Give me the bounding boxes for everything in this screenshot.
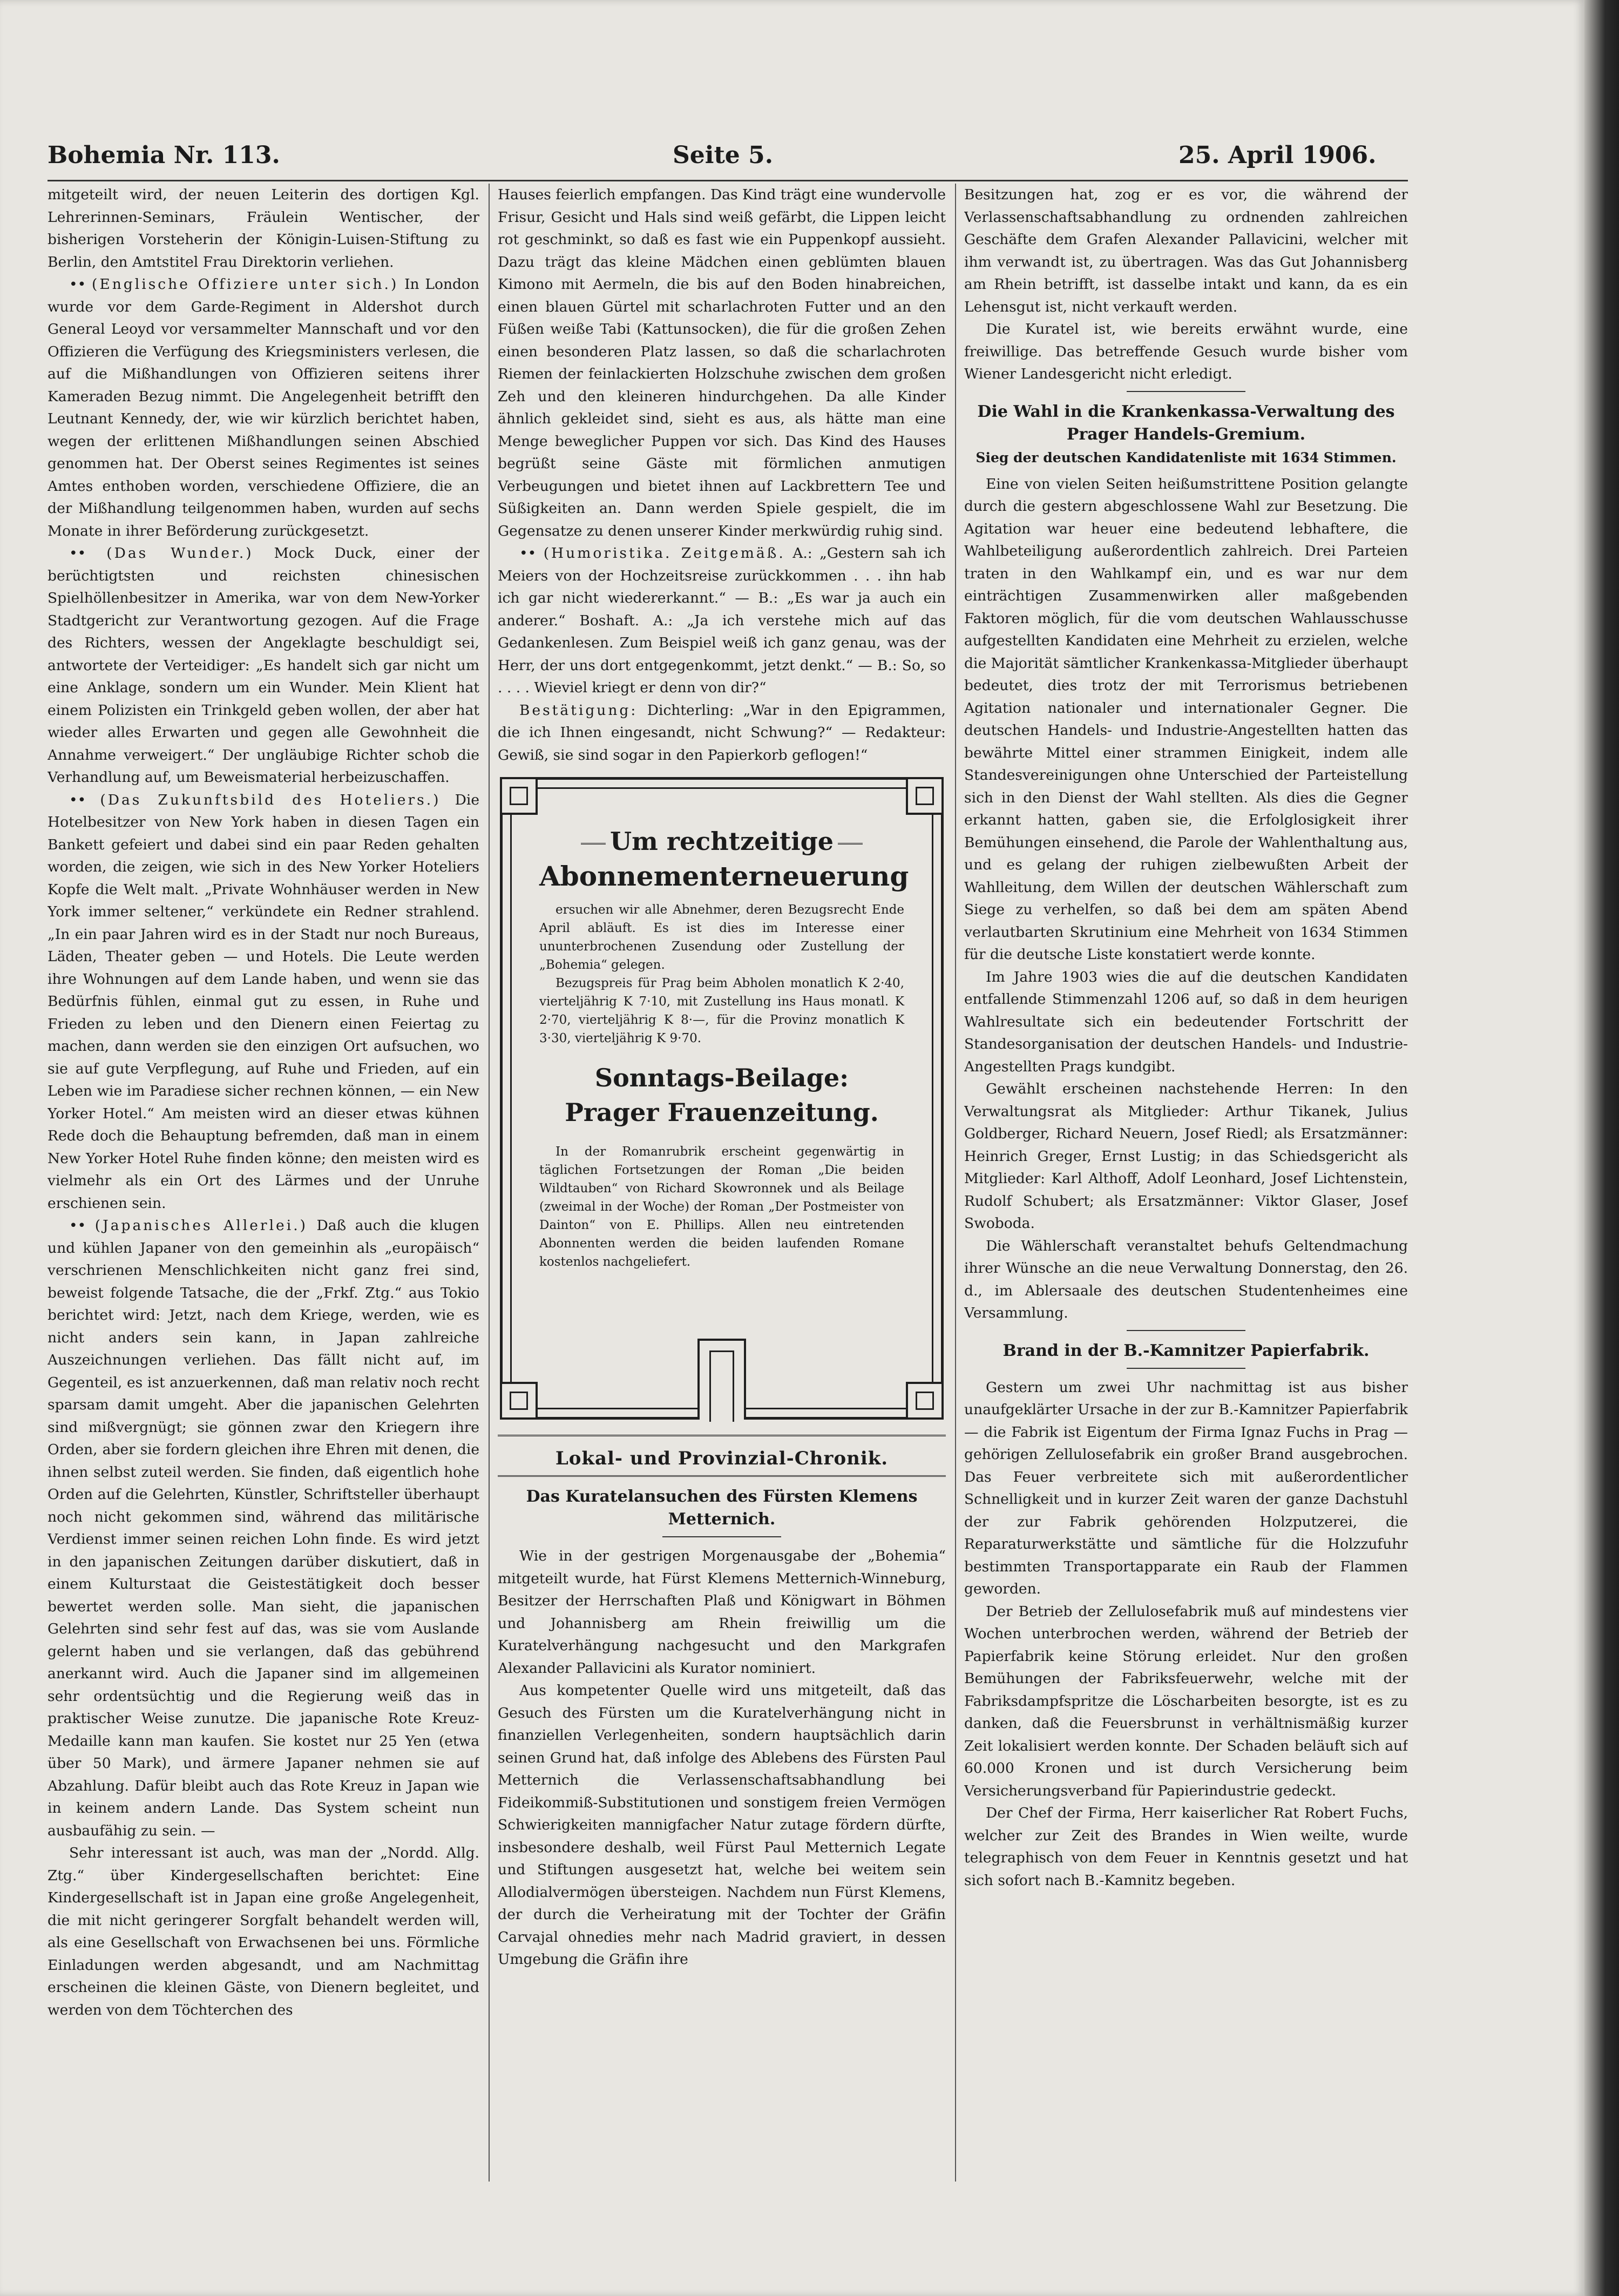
divider bbox=[498, 1475, 946, 1477]
page-number: Seite 5. bbox=[673, 141, 774, 169]
ornament-corner bbox=[500, 1382, 538, 1420]
article-headline: Das Kuratelansuchen des Fürsten Klemens Metternich. bbox=[526, 1487, 918, 1529]
news-item: •• (Humoristika. Zeitgemäß. A.: „Gestern sah ich Meiers von der Hochzeitsreise zurückkommen . . . ihn hab ich gar nicht wiedererkannt.“ — B.: „Es war ja auch ein anderer.“ Boshaft. A.: „Ja ich verstehe mich auf das Gedankenlesen. Zum Beispiel weiß ich ganz genau, was der Herr, der uns dort entgegenkommt, jetzt denkt.“ — B.: So, so . . . . Wieviel kriegt er denn von dir?“ bbox=[498, 545, 946, 696]
ad-content bbox=[539, 825, 909, 1271]
news-item-title: Bestätigung: bbox=[519, 701, 638, 719]
paragraph: Der Chef der Firma, Herr kaiserlicher Rat Robert Fuchs, welcher zur Zeit des Brandes in Wien weilte, wurde telegraphisch von dem Feuer in Kenntnis gesetzt und hat sich sofort nach B.-Kamnitz begeben. bbox=[964, 1805, 1408, 1889]
paragraph: Im Jahre 1903 wies die auf die deutschen Kandidaten entfallende Stimmenzahl 1206 auf, so daß in dem heurigen Wahlresultate sich ein bedeutender Fortschritt der Standesorganisation der deutschen Handels- und Industrie-Angestellten Prags kundgibt. bbox=[964, 968, 1408, 1075]
news-item-title: (Englische Offiziere unter sich.) bbox=[92, 276, 399, 293]
paragraph: Sehr interessant ist auch, was man der „Nordd. Allg. Ztg.“ über Kindergesellschaften berichtet: Eine Kindergesellschaft ist in Japan eine große Angelegenheit, die mit nicht geringerer Sorgfalt behandelt werden will, als eine Gesellschaft von Erwachsenen bei uns. Förmliche Einladungen werden abgesandt, und am Nachmittag erscheinen die kleinen Gäste, von Dienern begleitet, und werden von dem Töchterchen des bbox=[48, 1845, 479, 2018]
news-item: •• (Japanisches Allerlei.) Daß auch die klugen und kühlen Japaner von den gemeinhin als „europäisch“ verschrienen Menschlichkeiten nicht ganz frei sind, beweist folgende Tatsache, die der „Frkf. Ztg.“ aus Tokio berichtet wird: Jetzt, nach dem Kriege, werden, wie es nicht anders sein kann, in Japan zahlreiche Auszeichnungen verliehen. Das fällt nicht auf, im Gegenteil, es ist anzuerkennen, daß man relativ noch recht sparsam damit umgeht. Aber die japanischen Gelehrten sind mißvergnügt; sie gönnen zwar den Kriegern ihre Orden, aber sie fordern gleichen ihre Ehren mit denen, die ihnen selbst zuteil werden. Sie finden, daß eigentlich hohe Orden auf die Gelehrten, Künstler, Schriftsteller überhaupt noch nicht gekommen sind, während das militärische Verdienst immer seinen reichen Lohn finde. Es wird jetzt in den japanischen Zeitungen darüber diskutiert, daß in einem Kulturstaat die Geistestätigkeit doch besser bewertet werden solle. Man sieht, die japanischen Gelehrten sind sehr fest auf das, was sie vom Auslande gelernt haben und sie verlangen, daß das gebührend anerkannt wird. Auch die Japaner sind im allgemeinen sehr ordentsüchtig und die Regierung weiß das in praktischer Weise zunutze. Die japanische Rote Kreuz-Medaille kann man kaufen. Sie kostet nur 25 Yen (etwa über 50 Mark), und ärmere Japaner nehmen sie auf Abzahlung. Dafür bleibt auch das Rote Kreuz in Japan wie in keinem andern Lande. Das System scheint nun ausbaufähig zu sein. — bbox=[48, 1217, 479, 1839]
paragraph: Gestern um zwei Uhr nachmittag ist aus bisher unaufgeklärter Ursache in der zur B.-Kamnitzer Papierfabrik — die Fabrik ist Eigentum der Firma Ignaz Fuchs in Prag — gehörigen Zellulosefabrik ein großer Brand ausgebrochen. Das Feuer verbreitete sich mit außerordentlicher Schnelligkeit und in kurzer Zeit waren der ganze Dachstuhl der zur Fabrik gehörenden Holzputzerei, die Reparaturwerkstätte und sämtliche für die Holzzufuhr bestimmten Transportapparate ein Raub der Flammen geworden. bbox=[964, 1379, 1408, 1597]
news-item-title: (Das Wunder.) bbox=[106, 545, 254, 562]
ad-text: In der Romanrubrik erscheint gegenwärtig in täglichen Fortsetzungen der Roman „Die beiden Wildtauben“ von Richard Skowronnek und als Beilage (zweimal in der Woche) der Roman „Der Postmeister von Dainton“ von E. Phillips. Allen neu eintretenden Abonnenten werden die beiden laufenden Romane kostenlos nachgeliefert. bbox=[539, 1145, 904, 1269]
ornament-corner bbox=[500, 777, 538, 815]
ad-text: ersuchen wir alle Abnehmer, deren Bezugsrecht Ende April abläuft. Es ist dies im Interesse einer ununterbrochenen Zusendung oder Zustellung der „Bohemia“ gelegen. bbox=[539, 903, 904, 972]
ad-heading: Abonnementerneuerung bbox=[539, 860, 909, 892]
ad-prices: Bezugspreis für Prag beim Abholen monatlich K 2·40, vierteljährig K 7·10, mit Zustellung ins Haus monatl. K 2·70, vierteljährig K 8·—, für die Provinz monatlich K 3·30, vierteljährig K 9·70. bbox=[539, 976, 904, 1045]
header-rule bbox=[48, 180, 1408, 181]
paragraph: Eine von vielen Seiten heißumstrittene Position gelangte durch die gestern abgeschlossene Wahl zur Besetzung. Die Agitation war heuer eine bedeutend lebhaftere, die Wahlbeteiligung außerordentlich zahlreich. Drei Parteien traten in den Wahlkampf ein, und es war nur dem einträchtigen Zusammenwirken aller maßgebenden Faktoren möglich, für die vom deutschen Wahlausschusse aufgestellten Kandidaten eine Mehrheit zu erzielen, welche die Majorität sämtlicher Krankenkassa-Mitglieder überhaupt bedeutet, dies trotz der mit Terrorismus betriebenen Agitation nationaler und internationaler Gegner. Die deutschen Handels- und Industrie-Angestellten hatten das bewährte Mittel einer strammen Einigkeit, indem alle Standesvereinigungen ohne Unterschied der Parteistellung sich in den Dienst der Wahl stellten. Als dies die Gegner erkannt hatten, gaben sie, die Erfolglosigkeit ihrer Bemühungen einsehend, die Parole der Wahlenthaltung aus, und es gelang der ruhigen zielbewußten Arbeit der Wahlleitung, dem Willen der deutschen Wählerschaft zum Siege zu verhelfen, so daß bei dem am späten Abend verlautbarten Skrutinium eine Mehrheit von 1634 Stimmen für die deutsche Liste konstatiert werde konnte. bbox=[964, 475, 1408, 963]
article-subheadline: Sieg der deutschen Kandidatenliste mit 1634 Stimmen. bbox=[976, 449, 1397, 465]
divider bbox=[1127, 1330, 1245, 1331]
newspaper-issue: Bohemia Nr. 113. bbox=[48, 141, 280, 169]
paragraph: mitgeteilt wird, der neuen Leiterin des dortigen Kgl. Lehrerinnen-Seminars, Fräulein Wentischer, der bisherigen Vorsteherin der Königin-Luisen-Stiftung zu Berlin, den Amtstitel Frau Direktorin verliehen. bbox=[48, 186, 479, 271]
paragraph: Wie in der gestrigen Morgenausgabe der „Bohemia“ mitgeteilt wurde, hat Fürst Klemens Metternich-Winneburg, Besitzer der Herrschaften Plaß und Königwart in Böhmen und Johannisberg am Rhein freiwillig um die Kuratelverhängung nachgesucht und den Markgrafen Alexander Pallavicini als Kurator nominiert. bbox=[498, 1548, 946, 1677]
page-header bbox=[48, 141, 1408, 175]
column-divider bbox=[955, 184, 956, 2182]
issue-date: 25. April 1906. bbox=[1178, 141, 1377, 169]
subscription-advertisement bbox=[500, 777, 944, 1420]
news-item-text: Mock Duck, einer der berüchtigtsten und reichsten chinesischen Spielhöllenbesitzer in Amerika, war von dem New-Yorker Stadtgericht zur Verantwortung gezogen. Auf die Frage des Richters, wessen der Angeklagte beschuldigt sei, antwortete der Verteidiger: „Es handelt sich gar nicht um eine Anklage, sondern um ein Wunder. Mein Klient hat einem Polizisten ein Trinkgeld geben wollen, der aber hat wieder alles Erwarten und gegen alle Gewohnheit die Annahme verweigert.“ Der ungläubige Richter schob die Verhandlung auf, um Beweismaterial herbeizuschaffen. bbox=[48, 545, 479, 786]
paragraph: Besitzungen hat, zog er es vor, die während der Verlassenschaftsabhandlung zu ordnenden zahlreichen Geschäfte dem Grafen Alexander Pallavicini, welcher mit ihm verwandt ist, zu übertragen. Was das Gut Johannisberg am Rhein betrifft, ist dasselbe intakt und kann, da es ein Lehensgut ist, nicht verkauft werden. bbox=[964, 186, 1408, 315]
divider bbox=[498, 1435, 946, 1436]
ornament-bottom bbox=[697, 1339, 746, 1420]
ornament-corner bbox=[906, 1382, 944, 1420]
news-item-text: In London wurde vor dem Garde-Regiment in Aldershot durch General Leoyd vor versammelter Mannschaft und vor den Offizieren die Verfügung des Kriegsministers verlesen, die auf die Mißhandlungen von Offizieren seitens ihrer Kameraden Bezug nimmt. Die Angelegenheit betrifft den Leutnant Kennedy, der, wie wir kürzlich berichtet haben, wegen der erlittenen Mißhandlungen seinen Abschied genommen hat. Der Oberst seines Regimentes ist seines Amtes enthoben worden, verschiedene Offiziere, die an der Mißhandlung teilgenommen haben, wurden auf sechs Monate in ihrer Beförderung zurückgesetzt. bbox=[48, 276, 479, 539]
ad-heading: Prager Frauenzeitung. bbox=[565, 1098, 879, 1127]
column-right bbox=[964, 184, 1408, 2182]
divider bbox=[1127, 391, 1245, 392]
news-item-title: (Japanisches Allerlei.) bbox=[94, 1217, 308, 1234]
news-item: •• (Das Zukunftsbild des Hoteliers.) Die Hotelbesitzer von New York haben in diesen Tagen ein Bankett gefeiert und dabei sind ein paar Reden gehalten worden, die zeigen, wie sich in des New Yorker Hoteliers Kopfe die Welt malt. „Private Wohnhäuser werden in New York immer seltener,“ verkündete ein Redner strahlend. „In ein paar Jahren wird es in der Stadt nur noch Bureaus, Läden, Theater geben — und Hotels. Die Leute werden ihre Wohnungen auf dem Lande haben, und wenn sie das Bedürfnis fühlen, einmal gut zu essen, in Ruhe und Frieden zu leben und den Dienern einen Feiertag zu machen, dann werden sie den einzigen Ort aufsuchen, wo sie auf gute Verpflegung, auf Ruhe und Frieden, auf ein Leben wie im Paradiese sicher rechnen können, — ein New Yorker Hotel.“ Am meisten wird an dieser etwas kühnen Rede doch die Behauptung befremden, daß man in einem New Yorker Hotel Ruhe finden könne; den meisten wird es vielmehr als ein Ort des Lärmes und der Unruhe erschienen sein. bbox=[48, 791, 479, 1212]
news-item bbox=[498, 699, 946, 767]
news-item: •• (Englische Offiziere unter sich.) In London wurde vor dem Garde-Regiment in Aldershot durch General Leoyd vor versammelter Mannschaft und vor den Offizieren die Verfügung des Kriegsministers verlesen, die auf die Mißhandlungen von Offizieren seitens ihrer Kameraden Bezug nimmt. Die Angelegenheit betrifft den Leutnant Kennedy, der, wie wir kürzlich berichtet haben, wegen der erlittenen Mißhandlungen seinen Abschied genommen hat. Der Oberst seines Regimentes ist seines Amtes enthoben worden, verschiedene Offiziere, die an der Mißhandlung teilgenommen haben, wurden auf sechs Monate in ihrer Beförderung zurückgesetzt. bbox=[48, 276, 479, 539]
column-divider bbox=[489, 184, 490, 2182]
news-item-title: (Humoristika. Zeitgemäß. bbox=[543, 545, 785, 562]
news-item-text: Die Hotelbesitzer von New York haben in diesen Tagen ein Bankett gefeiert und dabei sind ein paar Reden gehalten worden, die zeigen, wie sich in des New Yorker Hoteliers Kopfe die Welt malt. „Private Wohnhäuser werden in New York immer seltener,“ verkündete ein Redner strahlend. „In ein paar Jahren wird es in der Stadt nur noch Bureaus, Läden, Theater geben — und Hotels. Die Leute werden ihre Wohnungen auf dem Lande haben, und wenn sie das Bedürfnis fühlen, einmal gut zu essen, in Ruhe und Frieden zu leben und den Dienern einen Feiertag zu machen, dann werden sie den einzigen Ort aufsuchen, wo sie auf gute Verpflegung, auf Ruhe und Frieden, auf ein Leben wie im Paradiese sicher rechnen können, — ein New Yorker Hotel.“ Am meisten wird an dieser etwas kühnen Rede doch die Behauptung befremden, daß man in einem New Yorker Hotel Ruhe finden könne; den meisten wird es vielmehr als ein Ort des Lärmes und der Unruhe erschienen sein. bbox=[48, 791, 479, 1212]
section-title: Lokal- und Provinzial-Chronik. bbox=[555, 1448, 889, 1469]
news-item-title: (Das Zukunftsbild des Hoteliers.) bbox=[100, 791, 441, 808]
ad-heading: Um rechtzeitige bbox=[539, 825, 904, 857]
ad-heading: Sonntags-Beilage: bbox=[594, 1063, 849, 1092]
paragraph: Die Wählerschaft veranstaltet behufs Geltendmachung ihrer Wünsche an die neue Verwaltung Donnerstag, den 26. d., im Ablersaale des deutschen Studentenheimes eine Versammlung. bbox=[964, 1237, 1408, 1321]
news-item-text: Daß auch die klugen und kühlen Japaner von den gemeinhin als „europäisch“ verschrienen Menschlichkeiten nicht ganz frei sind, beweist folgende Tatsache, die der „Frkf. Ztg.“ aus Tokio berichtet wird: Jetzt, nach dem Kriege, werden, wie es nicht anders sein kann, in Japan zahlreiche Auszeichnungen verliehen. Das fällt nicht auf, im Gegenteil, es ist anzuerkennen, daß man relativ noch recht sparsam damit umgeht. Aber die japanischen Gelehrten sind mißvergnügt; sie gönnen zwar den Kriegern ihre Orden, aber sie fordern gleichen ihre Ehren mit denen, die ihnen selbst zuteil werden. Sie finden, daß eigentlich hohe Orden auf die Gelehrten, Künstler, Schriftsteller überhaupt noch nicht gekommen sind, während das militärische Verdienst immer seinen reichen Lohn finde. Es wird jetzt in den japanischen Zeitungen darüber diskutiert, daß in einem Kulturstaat die Geistestätigkeit doch besser bewertet werden solle. Man sieht, die japanischen Gelehrten sind sehr fest auf das, was sie vom Auslande gelernt haben und sie verlangen, daß das gebührend anerkannt wird. Auch die Japaner sind im allgemeinen sehr ordentsüchtig und die Regierung weiß das in praktischer Weise zunutze. Die japanische Rote Kreuz-Medaille kann man kaufen. Sie kostet nur 25 Yen (etwa über 50 Mark), und ärmere Japaner nehmen sie auf Abzahlung. Dafür bleibt auch das Rote Kreuz in Japan wie in keinem andern Lande. Das System scheint nun ausbaufähig zu sein. — bbox=[48, 1217, 479, 1839]
article-headline: Die Wahl in die Krankenkassa-Verwaltung des Prager Handels-Gremium. bbox=[977, 402, 1395, 444]
divider bbox=[1127, 1368, 1245, 1369]
column-middle bbox=[498, 184, 946, 2182]
divider bbox=[662, 1536, 781, 1537]
paragraph: Die Kuratel ist, wie bereits erwähnt wurde, eine freiwillige. Das betreffende Gesuch wurde bisher vom Wiener Landesgericht nicht erledigt. bbox=[964, 321, 1408, 382]
paragraph: Der Betrieb der Zellulosefabrik muß auf mindestens vier Wochen unterbrochen werden, während der Betrieb der Papierfabrik keine Störung erleidet. Nur den großen Bemühungen der Fabriksfeuerwehr, welche mit der Fabriksdampfspritze die Löscharbeiten besorgte, ist es zu danken, daß die Feuersbrunst in verhältnismäßig kurzer Zeit lokalisiert werden konnte. Der Schaden beläuft sich auf 60.000 Kronen und ist durch Versicherung beim Versicherungsverband für Papierindustrie gedeckt. bbox=[964, 1603, 1408, 1799]
news-item: •• (Das Wunder.) Mock Duck, einer der berüchtigtsten und reichsten chinesischen Spielhöllenbesitzer in Amerika, war von dem New-Yorker Stadtgericht zur Verantwortung gezogen. Auf die Frage des Richters, wessen der Angeklagte beschuldigt sei, antwortete der Verteidiger: „Es handelt sich gar nicht um eine Anklage, sondern um ein Wunder. Mein Klient hat einem Polizisten ein Trinkgeld geben wollen, der aber hat wieder alles Erwarten und gegen alle Gewohnheit die Annahme verweigert.“ Der ungläubige Richter schob die Verhandlung auf, um Beweismaterial herbeizuschaffen. bbox=[48, 545, 479, 786]
ornament-corner bbox=[906, 777, 944, 815]
paragraph: Aus kompetenter Quelle wird uns mitgeteilt, daß das Gesuch des Fürsten um die Kuratelverhängung nicht in finanziellen Verlegenheiten, sondern hauptsächlich darin seinen Grund hat, daß infolge des Ablebens des Fürsten Paul Metternich die Verlassenschaftsabhandlung bei Fideikommiß-Substitutionen und sonstigem freien Vermögen Schwierigkeiten mannigfacher Natur zutage fördern dürfte, insbesondere deshalb, weil Fürst Paul Metternich Legate und Stiftungen ausgesetzt hat, welche bei weitem sein Allodialvermögen übersteigen. Nachdem nun Fürst Klemens, der durch die Verheiratung mit der Tochter der Gräfin Carvajal ohnedies mehr nach Madrid graviert, in dessen Umgebung die Gräfin ihre bbox=[498, 1682, 946, 1968]
article-headline: Brand in der B.-Kamnitzer Papierfabrik. bbox=[1002, 1341, 1370, 1360]
column-left bbox=[48, 184, 479, 2182]
scan-edge bbox=[1584, 0, 1619, 2296]
paragraph: Gewählt erscheinen nachstehende Herren: In den Verwaltungsrat als Mitglieder: Arthur Tikanek, Julius Goldberger, Richard Neuern, Josef Riedl; als Ersatzmänner: Heinrich Greger, Ernst Lustig; in das Schiedsgericht als Mitglieder: Karl Althoff, Adolf Leonhard, Josef Lichtenstein, Rudolf Schubert; als Ersatzmänner: Viktor Glaser, Josef Swoboda. bbox=[964, 1081, 1408, 1232]
paragraph: Hauses feierlich empfangen. Das Kind trägt eine wundervolle Frisur, Gesicht und Hals sind weiß gefärbt, die Lippen leicht rot geschminkt, so daß es fast wie ein Puppenkopf aussieht. Dazu trägt das kleine Mädchen einen geblümten blauen Kimono mit Aermeln, die bis auf den Boden hinabreichen, einen blauen Gürtel mit scharlachroten Futter und an den Füßen weiße Tabi (Kattunsocken), die für die großen Zehen einen besonderen Platz lassen, so daß die scharlachroten Riemen der feinlackierten Holzschuhe zwischen dem großen Zeh und den kleineren hindurchgehen. Da alle Kinder ähnlich gekleidet sind, sieht es aus, als hätte man eine Menge beweglicher Puppen vor sich. Das Kind des Hauses begrüßt seine Gäste mit förmlichen anmutigen Verbeugungen und bietet ihnen auf Lackbrettern Tee und Süßigkeiten an. Dann werden Spiele gespielt, die im Gegensatze zu denen unserer Kinder merkwürdig ruhig sind. bbox=[498, 186, 946, 539]
news-item-text: A.: „Gestern sah ich Meiers von der Hochzeitsreise zurückkommen . . . ihn hab ich gar nicht wiedererkannt.“ — B.: „Es war ja auch ein anderer.“ Boshaft. A.: „Ja ich verstehe mich auf das Gedankenlesen. Zum Beispiel weiß ich ganz genau, was der Herr, der uns dort entgegenkommt, jetzt denkt.“ — B.: So, so . . . . Wieviel kriegt er denn von dir?“ bbox=[498, 545, 946, 696]
news-item-text: Dichterling: „War in den Epigrammen, die ich Ihnen eingesandt, nicht Schwung?“ — Redakteur: Gewiß, sie sind sogar in den Papierkorb geflogen!“ bbox=[498, 701, 946, 764]
